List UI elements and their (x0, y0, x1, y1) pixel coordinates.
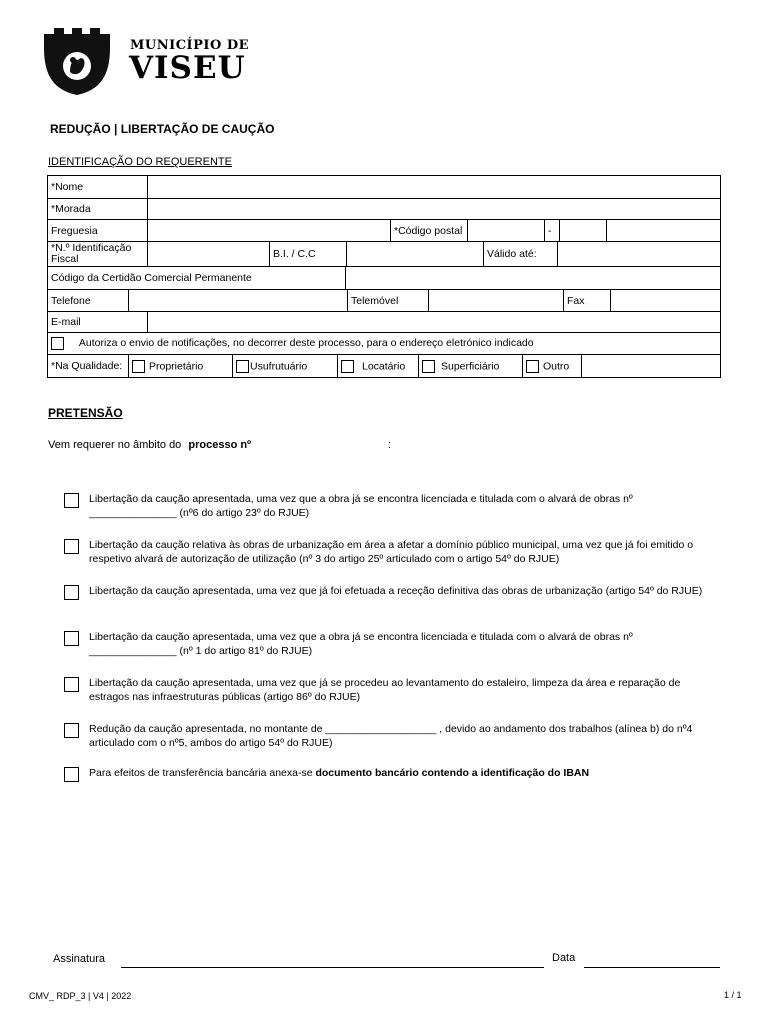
option-6-text: Redução da caução apresentada, no montante de ___________________ , devido ao andamento dos trabalhos (alínea b) do nº4 articulado com o nº5, ambos do artigo 54º do RJUE) (89, 723, 693, 749)
usufrutuario-label: Usufrutuário (250, 359, 308, 372)
outro-label: Outro (543, 359, 570, 372)
telefone-field[interactable] (129, 290, 348, 311)
data-line[interactable] (584, 967, 720, 968)
autoriza-checkbox[interactable] (51, 337, 64, 350)
option-3-text: Libertação da caução apresentada, uma vez que já foi efetuada a receção definitiva das obras de urbanização (artigo 54º do RJUE) (89, 585, 703, 597)
fax-field[interactable] (611, 290, 721, 311)
logo-municipio-text: MUNICÍPIO DE (130, 38, 250, 53)
footer-document-code: CMV_ RDP_3 | V4 | 2022 (29, 991, 132, 1001)
telefone-label: Telefone (51, 294, 91, 307)
pretensao-heading: PRETENSÃO (48, 406, 123, 420)
codigo-postal-locality-field[interactable] (607, 220, 721, 241)
fax-label: Fax (564, 290, 611, 311)
iban-prefix: Para efeitos de transferência bancária anexa-se (89, 767, 316, 779)
freguesia-label: Freguesia (48, 220, 148, 242)
logo-viseu-text: VISEU (129, 50, 246, 86)
bi-cc-field[interactable] (347, 242, 484, 266)
iban-text (89, 766, 704, 780)
option-5-checkbox[interactable] (64, 677, 79, 692)
superficiario-label: Superficiário (441, 359, 500, 372)
proprietario-checkbox[interactable] (132, 360, 145, 373)
bi-cc-label: B.I. / C.C (270, 242, 347, 266)
requerer-text (48, 439, 251, 451)
telemovel-field[interactable] (429, 290, 564, 311)
page-title: REDUÇÃO | LIBERTAÇÃO DE CAUÇÃO (50, 122, 275, 136)
nome-label: *Nome (48, 176, 148, 199)
codigo-postal-sep: - (545, 220, 560, 241)
requerer-prefix: Vem requerer no âmbito do (48, 439, 182, 451)
certidao-field[interactable] (346, 267, 721, 289)
morada-label: *Morada (48, 199, 148, 220)
codigo-postal-label: *Código postal (391, 220, 468, 241)
freguesia-field[interactable] (148, 220, 391, 241)
codigo-postal-field-1[interactable] (468, 220, 545, 241)
option-1-text: Libertação da caução apresentada, uma vez que a obra já se encontra licenciada e titulada com o alvará de obras nº _______________ (nº6 do artigo 23º do RJUE) (89, 493, 633, 519)
identification-form (47, 175, 721, 378)
valido-label: Válido até: (484, 242, 558, 266)
email-field[interactable] (148, 312, 721, 333)
iban-bold: documento bancário contendo a identificação do IBAN (315, 767, 590, 779)
option-5-text: Libertação da caução apresentada, uma vez que já se procedeu ao levantamento do estaleiro, limpeza da área e reparação de estragos nas infraestruturas públicas (artigo 86º do RJUE) (89, 677, 681, 703)
outro-checkbox[interactable] (526, 360, 539, 373)
assinatura-label: Assinatura (53, 953, 105, 965)
option-1-checkbox[interactable] (64, 493, 79, 508)
data-label: Data (552, 952, 576, 964)
identification-heading: IDENTIFICAÇÃO DO REQUERENTE (48, 156, 232, 168)
locatario-checkbox[interactable] (341, 360, 354, 373)
outro-field[interactable] (582, 355, 721, 377)
option-4-checkbox[interactable] (64, 631, 79, 646)
email-label: E-mail (48, 312, 148, 333)
codigo-postal-field-2[interactable] (560, 220, 607, 241)
morada-field[interactable] (148, 199, 721, 220)
qualidade-label: *Na Qualidade: (51, 360, 123, 372)
autoriza-text: Autoriza o envio de notificações, no decorrer deste processo, para o endereço eletrónico indicado (78, 337, 534, 350)
option-2-checkbox[interactable] (64, 539, 79, 554)
nif-label: *N.º Identificação Fiscal (48, 242, 148, 267)
option-3-checkbox[interactable] (64, 585, 79, 600)
telemovel-label: Telemóvel (348, 290, 429, 311)
iban-checkbox[interactable] (64, 767, 79, 782)
processo-colon: : (388, 439, 392, 451)
option-2-text: Libertação da caução relativa às obras de urbanização em área a afetar a domínio público municipal, uma vez que já foi emitido o respetivo alvará de autorização de utilização (nº 3 do artigo 25º articulado com o artigo 54º do RJUE) (89, 539, 694, 565)
nif-field[interactable] (148, 242, 270, 266)
processo-label: processo nº (188, 439, 252, 451)
footer-page-number: 1 / 1 (724, 990, 742, 1000)
option-6-checkbox[interactable] (64, 723, 79, 738)
locatario-label: Locatário (362, 359, 406, 372)
superficiario-checkbox[interactable] (422, 360, 435, 373)
certidao-label: Código da Certidão Comercial Permanente (51, 272, 252, 284)
usufrutuario-checkbox[interactable] (236, 360, 249, 373)
assinatura-line[interactable] (121, 967, 544, 968)
valido-field[interactable] (558, 242, 721, 266)
option-4-text: Libertação da caução apresentada, uma vez que a obra já se encontra licenciada e titulada com o alvará de obras nº _______________ (nº 1 do artigo 81º do RJUE) (89, 631, 633, 657)
autoriza-row (48, 333, 721, 355)
municipio-viseu-logo-icon (40, 26, 114, 96)
proprietario-label: Proprietário (149, 359, 204, 372)
nome-field[interactable] (148, 176, 721, 199)
